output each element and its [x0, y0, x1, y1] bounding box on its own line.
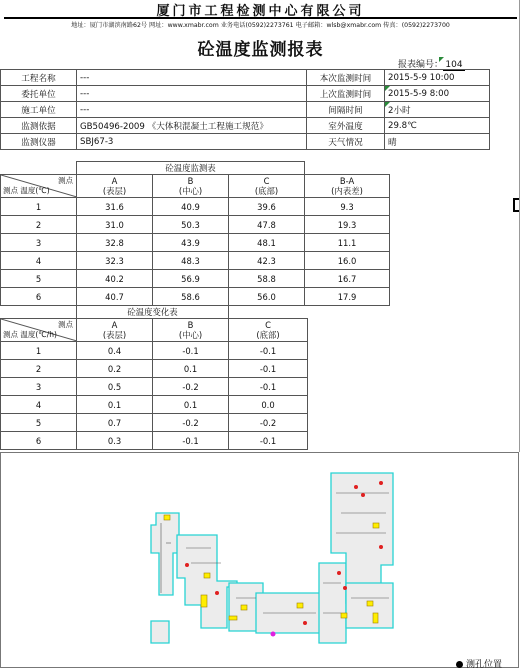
value-b: -0.2 — [153, 414, 229, 432]
value-c: 0.0 — [229, 396, 308, 414]
weather-value: 晴 — [385, 134, 490, 150]
column-desc: (表层) — [102, 330, 127, 340]
contractor-label: 施工单位 — [1, 102, 77, 118]
column-letter: B — [187, 320, 194, 330]
last-time-label: 上次监测时间 — [307, 86, 385, 102]
column-header-b — [153, 175, 229, 198]
contractor-value: --- — [77, 102, 307, 118]
point-id: 1 — [1, 198, 77, 216]
column-desc: (底部) — [256, 330, 280, 340]
value-b: 0.1 — [153, 396, 229, 414]
value-a: 0.4 — [77, 342, 153, 360]
point-id: 6 — [1, 432, 77, 450]
corner-bottom-label: 测点 温度(℃/h) — [3, 330, 57, 339]
point-id: 3 — [1, 378, 77, 396]
value-b: 56.9 — [153, 270, 229, 288]
column-desc: (中心) — [178, 186, 203, 196]
value-ba: 16.7 — [305, 270, 390, 288]
report-title: 砼温度监测报表 — [197, 40, 324, 60]
value-b: 50.3 — [153, 216, 229, 234]
basis-value: GB50496-2009 《大体积混凝土工程施工规范》 — [77, 118, 307, 134]
value-c: 39.6 — [229, 198, 305, 216]
column-header-ba — [305, 175, 390, 198]
point-id: 2 — [1, 216, 77, 234]
point-id: 5 — [1, 270, 77, 288]
value-ba: 17.9 — [305, 288, 390, 306]
temperature-corner-cell — [1, 175, 77, 198]
caption-spacer — [1, 306, 77, 319]
site-plan-frame — [0, 452, 519, 668]
table-row — [1, 360, 308, 378]
temperature-change-table — [0, 305, 308, 450]
point-id: 3 — [1, 234, 77, 252]
table-row — [1, 288, 390, 306]
interval-cell — [385, 102, 490, 118]
value-a: 40.2 — [77, 270, 153, 288]
header-divider — [4, 17, 517, 19]
last-time-value: 2015-5-9 8:00 — [388, 88, 450, 99]
bracket-mark — [513, 198, 519, 212]
comment-marker-icon — [385, 86, 390, 91]
value-b: 58.6 — [153, 288, 229, 306]
table-row — [1, 342, 308, 360]
change-table-caption: 砼温度变化表 — [77, 306, 229, 319]
comment-marker-icon — [439, 57, 444, 62]
column-header-c — [229, 175, 305, 198]
corner-top-label: 测点 — [58, 176, 73, 185]
point-id: 2 — [1, 360, 77, 378]
company-name: 厦门市工程检测中心有限公司 — [156, 4, 365, 19]
column-header-b — [153, 319, 229, 342]
caption-spacer — [229, 306, 308, 319]
value-ba: 16.0 — [305, 252, 390, 270]
interval-value: 2小时 — [388, 105, 411, 116]
legend-label: 测孔位置 — [466, 660, 503, 670]
comment-marker-icon — [385, 102, 390, 107]
value-a: 32.3 — [77, 252, 153, 270]
client-value: --- — [77, 86, 307, 102]
last-time-cell — [385, 86, 490, 102]
outdoor-temp-value: 29.8℃ — [385, 118, 490, 134]
instrument-label: 监测仪器 — [1, 134, 77, 150]
measurement-point-icon — [456, 661, 463, 668]
plan-legend — [456, 657, 502, 670]
change-corner-cell — [1, 319, 77, 342]
table-row — [1, 216, 390, 234]
info-row — [1, 86, 490, 102]
column-desc: (表层) — [102, 186, 127, 196]
info-row — [1, 118, 490, 134]
value-a: 0.3 — [77, 432, 153, 450]
report-number-label: 报表编号： — [398, 60, 444, 70]
point-id: 1 — [1, 342, 77, 360]
point-id: 5 — [1, 414, 77, 432]
table-row — [1, 396, 308, 414]
value-ba: 19.3 — [305, 216, 390, 234]
page-edge-line — [519, 0, 520, 452]
value-c: -0.1 — [229, 342, 308, 360]
value-b: 48.3 — [153, 252, 229, 270]
instrument-value: SBJ67-3 — [77, 134, 307, 150]
this-time-label: 本次监测时间 — [307, 70, 385, 86]
caption-spacer — [1, 162, 77, 175]
value-c: 58.8 — [229, 270, 305, 288]
value-b: 0.1 — [153, 360, 229, 378]
value-a: 31.6 — [77, 198, 153, 216]
value-c: -0.1 — [229, 360, 308, 378]
this-time-value: 2015-5-9 10:00 — [385, 70, 490, 86]
corner-top-label: 测点 — [58, 320, 73, 329]
column-desc: (中心) — [178, 330, 203, 340]
table-row — [1, 252, 390, 270]
info-row — [1, 134, 490, 150]
column-letter: B — [187, 176, 194, 186]
company-contact: 地址：厦门市湖滨南路62号 网址：www.xmabr.com 业务电话(0592)2273761 电子邮箱：wlsb@xmabr.com 传真：(0592)2273700 — [71, 22, 450, 29]
value-a: 40.7 — [77, 288, 153, 306]
value-ba: 9.3 — [305, 198, 390, 216]
value-c: 56.0 — [229, 288, 305, 306]
temperature-table — [0, 161, 390, 306]
table-row — [1, 234, 390, 252]
weather-label: 天气情况 — [307, 134, 385, 150]
corner-bottom-label: 测点 温度(℃) — [3, 186, 50, 195]
value-a: 0.2 — [77, 360, 153, 378]
value-a: 0.5 — [77, 378, 153, 396]
info-table — [0, 69, 490, 150]
value-a: 0.7 — [77, 414, 153, 432]
client-label: 委托单位 — [1, 86, 77, 102]
value-b: -0.1 — [153, 432, 229, 450]
value-c: 48.1 — [229, 234, 305, 252]
value-c: 47.8 — [229, 216, 305, 234]
value-a: 31.0 — [77, 216, 153, 234]
outdoor-temp-label: 室外温度 — [307, 118, 385, 134]
table-row — [1, 270, 390, 288]
value-b: -0.2 — [153, 378, 229, 396]
point-id: 4 — [1, 396, 77, 414]
project-name-label: 工程名称 — [1, 70, 77, 86]
point-id: 4 — [1, 252, 77, 270]
value-b: 40.9 — [153, 198, 229, 216]
column-header-a — [77, 319, 153, 342]
table-row — [1, 378, 308, 396]
measurement-point-icon — [271, 632, 276, 637]
project-name-value: --- — [77, 70, 307, 86]
table-row — [1, 414, 308, 432]
info-row — [1, 102, 490, 118]
interval-label: 间隔时间 — [307, 102, 385, 118]
info-row — [1, 70, 490, 86]
table-row — [1, 432, 308, 450]
value-ba: 11.1 — [305, 234, 390, 252]
value-c: -0.1 — [229, 378, 308, 396]
column-letter: A — [111, 320, 118, 330]
value-a: 0.1 — [77, 396, 153, 414]
column-letter: B-A — [339, 176, 355, 186]
column-letter: C — [263, 176, 270, 186]
value-c: -0.1 — [229, 432, 308, 450]
column-header-c — [229, 319, 308, 342]
column-desc: (内表差) — [331, 186, 363, 196]
temperature-table-caption: 砼温度监测表 — [77, 162, 305, 175]
point-id: 6 — [1, 288, 77, 306]
value-b: 43.9 — [153, 234, 229, 252]
site-plan-drawing — [1, 453, 518, 667]
value-c: -0.2 — [229, 414, 308, 432]
value-a: 32.8 — [77, 234, 153, 252]
report-number-value: 104 — [443, 60, 465, 71]
column-desc: (底部) — [254, 186, 279, 196]
caption-spacer — [305, 162, 390, 175]
value-c: 42.3 — [229, 252, 305, 270]
table-row — [1, 198, 390, 216]
column-header-a — [77, 175, 153, 198]
column-letter: C — [265, 320, 271, 330]
basis-label: 监测依据 — [1, 118, 77, 134]
value-b: -0.1 — [153, 342, 229, 360]
column-letter: A — [111, 176, 118, 186]
